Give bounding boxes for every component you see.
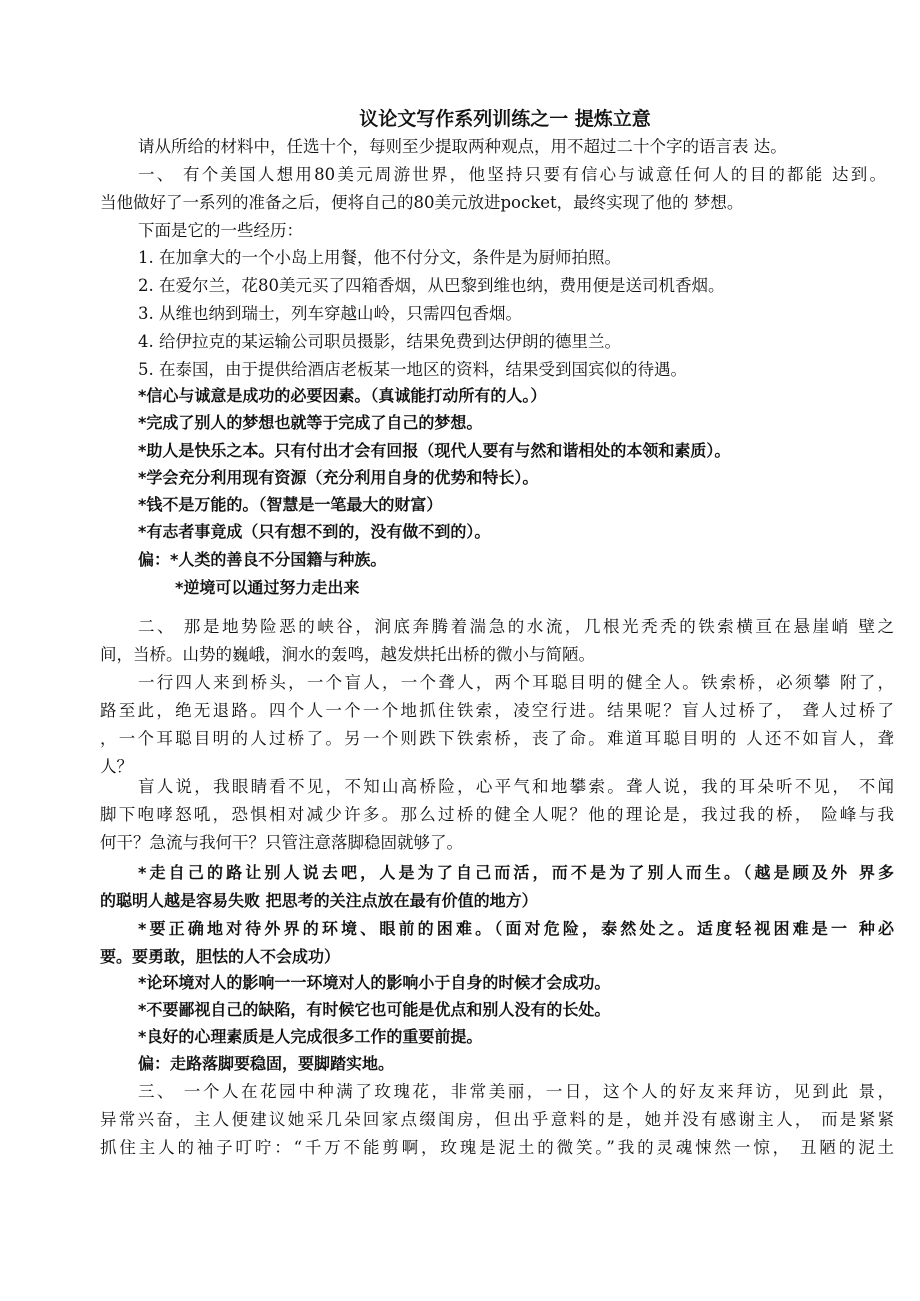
viewpoint: 要。要勇敢，胆怯的人不会成功） bbox=[100, 947, 341, 966]
section2-para-line: 一行四人来到桥头，一个盲人，一个聋人，两个耳聪目明的健全人。铁索桥，必须攀 附了， bbox=[138, 673, 894, 692]
section1-lead: 下面是它的一些经历： bbox=[138, 221, 303, 240]
viewpoint: 偏：走路落脚要稳固，要脚踏实地。 bbox=[138, 1054, 395, 1073]
document-title: 议论文写作系列训练之一 提炼立意 bbox=[359, 108, 651, 130]
section2-para-line: 路至此，绝无退路。四个人一个一个地抓住铁索，凌空行进。结果呢？盲人过桥了， 聋人过桥了 bbox=[100, 701, 894, 720]
list-item: 3. 从维也纳到瑞士，列车穿越山岭，只需四包香烟。 bbox=[138, 304, 522, 323]
section2-para-line: 二、 那是地势险恶的峡谷，涧底奔腾着湍急的水流，几根光秃秃的铁索横亘在悬崖峭 壁之 bbox=[138, 617, 894, 636]
section1-para-line: 当他做好了一系列的准备之后，便将自己的80美元放进pocket，最终实现了他的 梦想。 bbox=[100, 193, 744, 212]
viewpoint: 的聪明人越是容易失败 把思考的关注点放在最有价值的地方） bbox=[100, 891, 538, 910]
viewpoint: *学会充分利用现有资源（充分利用自身的优势和特长）。 bbox=[138, 468, 539, 487]
section2-para-line: 人？ bbox=[100, 757, 133, 776]
viewpoint: *有志者事竟成（只有想不到的，没有做不到的）。 bbox=[138, 522, 491, 541]
viewpoint: *论环境对人的影响一一环境对人的影响小于自身的时候才会成功。 bbox=[138, 973, 611, 992]
section3-para-line: 抓住主人的袖子叮咛：“千万不能剪啊，玫瑰是泥土的微笑。”我的灵魂悚然一惊， 丑陋的泥土 bbox=[100, 1138, 894, 1157]
viewpoint: *走自己的路让别人说去吧，人是为了自己而活，而不是为了别人而生。（越是顾及外 界多 bbox=[138, 863, 894, 882]
list-item: 5. 在泰国，由于提供给酒店老板某一地区的资料，结果受到国宾似的待遇。 bbox=[138, 360, 687, 379]
viewpoint: *完成了别人的梦想也就等于完成了自己的梦想。 bbox=[138, 413, 483, 432]
viewpoint: *助人是快乐之本。只有付出才会有回报（现代人要有与然和谐相处的本领和素质）。 bbox=[138, 441, 731, 460]
intro-text: 请从所给的材料中，任选十个，每则至少提取两种观点，用不超过二十个字的语言表 达。 bbox=[138, 137, 787, 156]
section2-para-line: ，一个耳聪目明的人过桥了。另一个则跌下铁索桥，丧了命。难道耳聪目明的 人还不如盲人，聋 bbox=[100, 729, 894, 748]
viewpoint: *要正确地对待外界的环境、眼前的困难。（面对危险，泰然处之。适度轻视困难是一 种必 bbox=[138, 919, 894, 938]
section2-para-line: 盲人说，我眼睛看不见，不知山高桥险，心平气和地攀索。聋人说，我的耳朵听不见， 不闻 bbox=[138, 777, 894, 796]
section1-para-line: 一、 有个美国人想用80美元周游世界，他坚持只要有信心与诚意任何人的目的都能 达到。 bbox=[138, 165, 886, 184]
section2-para-line: 间，当桥。山势的巍峨，涧水的轰鸣，越发烘托出桥的微小与简陋。 bbox=[100, 645, 595, 664]
viewpoint: *信心与诚意是成功的必要因素。（真诚能打动所有的人。） bbox=[138, 386, 547, 405]
section2-para-line: 脚下咆哮怒吼，恐惧相对减少许多。那么过桥的健全人呢？他的理论是，我过我的桥， 险峰与我 bbox=[100, 805, 894, 824]
section3-para-line: 异常兴奋，主人便建议她采几朵回家点缀闺房，但出乎意料的是，她并没有感谢主人， 而是紧紧 bbox=[100, 1110, 894, 1129]
viewpoint: 偏：*人类的善良不分国籍与种族。 bbox=[138, 550, 387, 569]
list-item: 2. 在爱尔兰，花80美元买了四箱香烟，从巴黎到维也纳，费用便是送司机香烟。 bbox=[138, 276, 725, 295]
viewpoint: *逆境可以通过努力走出来 bbox=[175, 578, 360, 597]
viewpoint: *良好的心理素质是人完成很多工作的重要前提。 bbox=[138, 1027, 483, 1046]
section3-para-line: 三、 一个人在花园中种满了玫瑰花，非常美丽，一日，这个人的好友来拜访，见到此 景， bbox=[138, 1082, 894, 1101]
list-item: 1. 在加拿大的一个小岛上用餐，他不付分文，条件是为厨师拍照。 bbox=[138, 248, 621, 267]
viewpoint: *钱不是万能的。（智慧是一笔最大的财富） bbox=[138, 495, 443, 514]
section2-para-line: 何干？急流与我何干？只管注意落脚稳固就够了。 bbox=[100, 833, 463, 852]
list-item: 4. 给伊拉克的某运输公司职员摄影，结果免费到达伊朗的德里兰。 bbox=[138, 332, 621, 351]
viewpoint: *不要鄙视自己的缺陷，有时候它也可能是优点和别人没有的长处。 bbox=[138, 1000, 611, 1019]
